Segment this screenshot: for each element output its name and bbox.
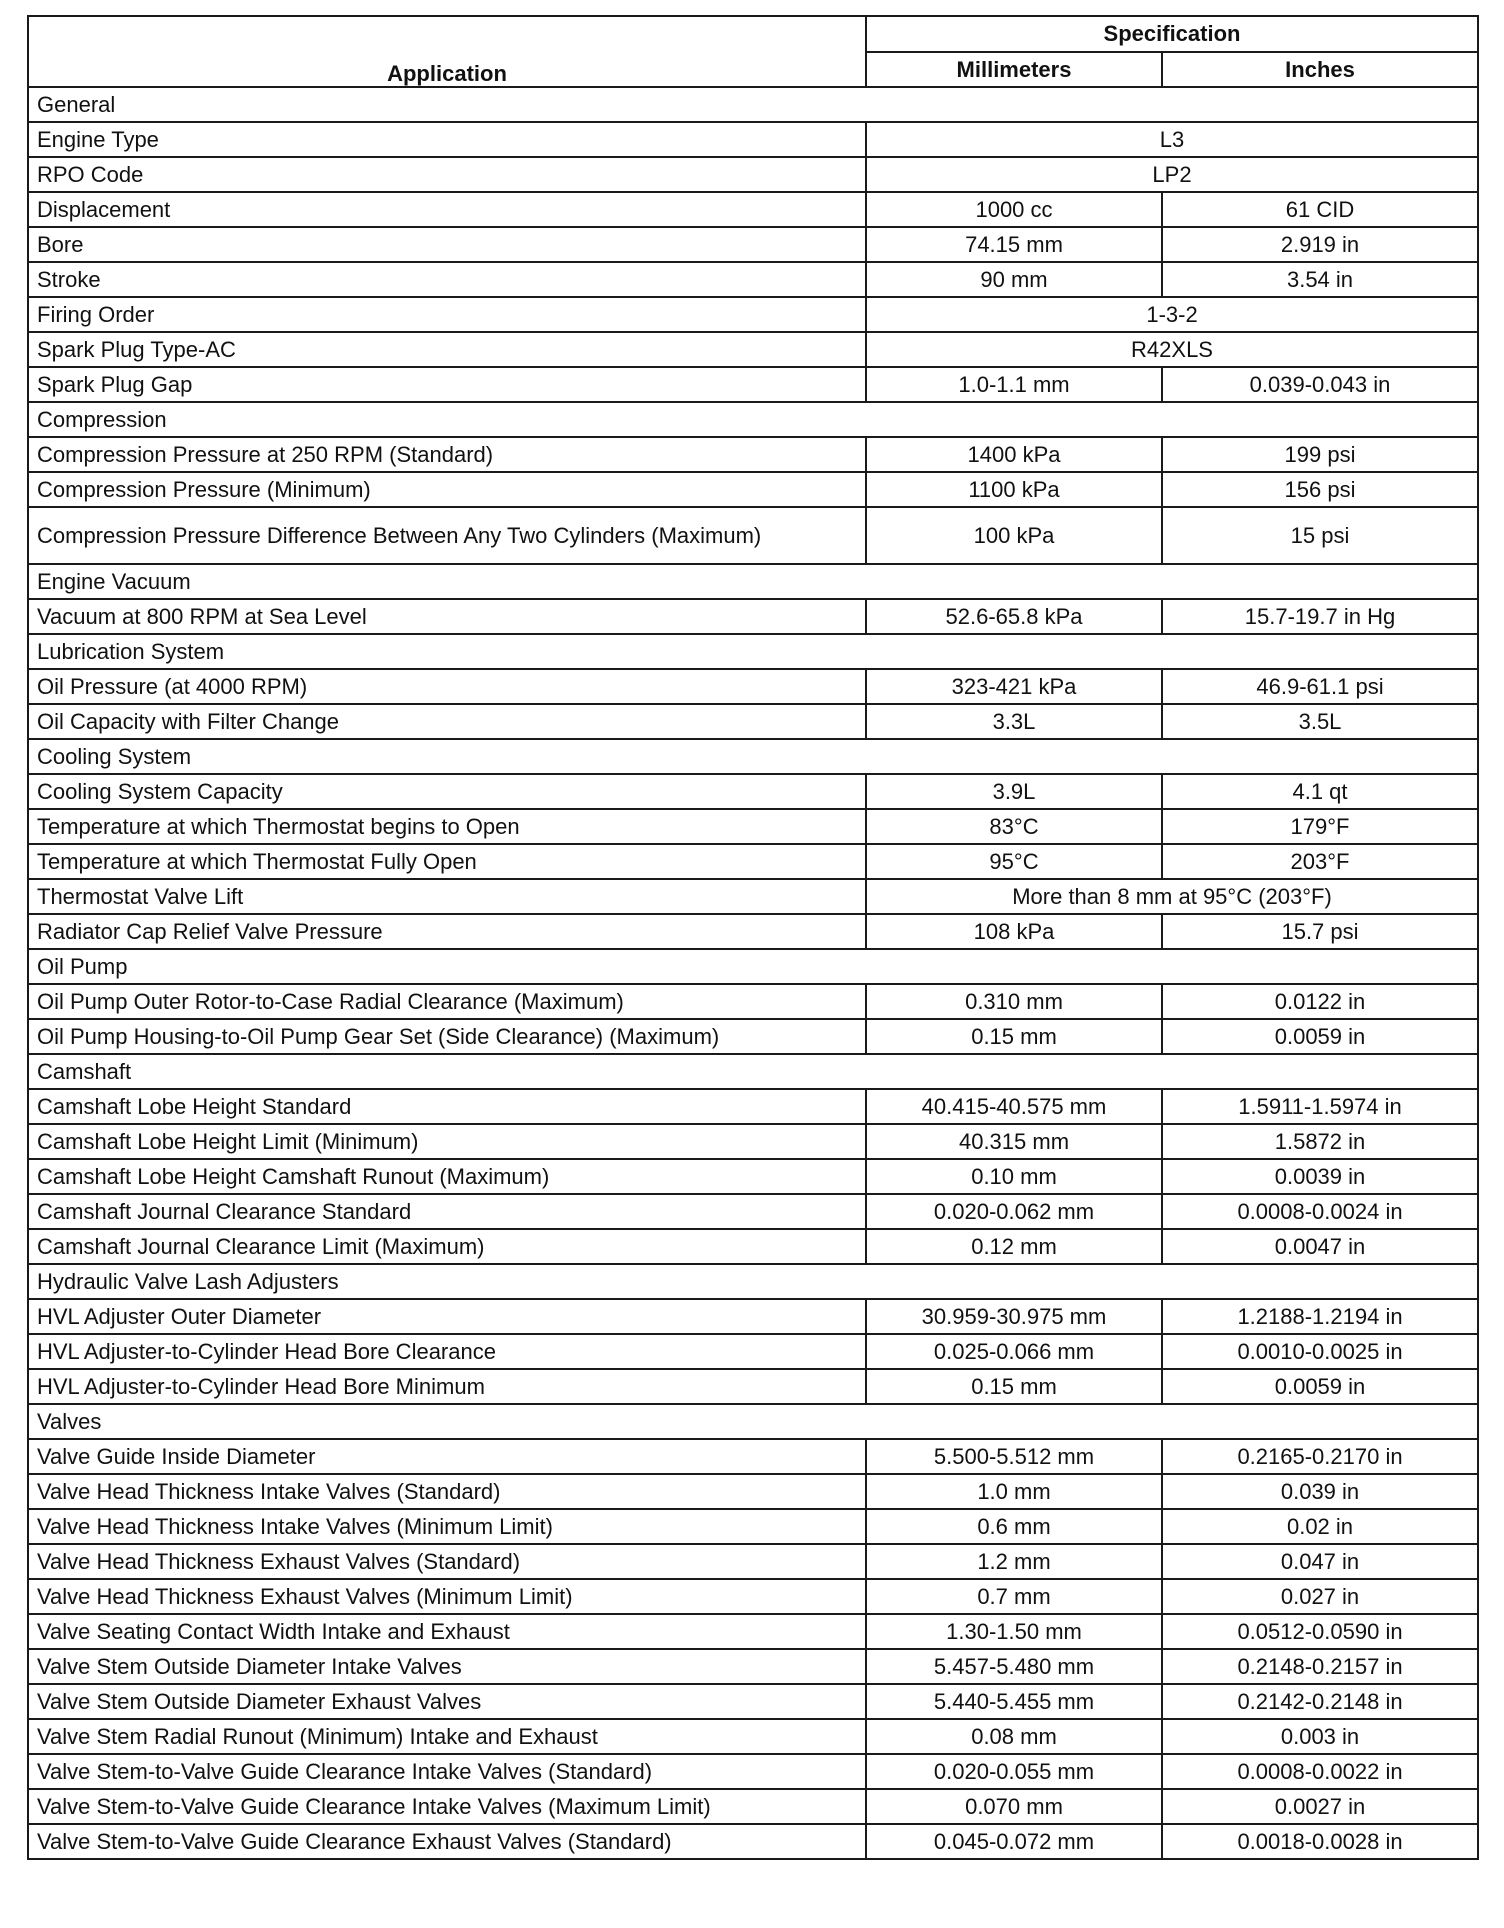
millimeters-cell: 0.6 mm <box>866 1509 1162 1544</box>
application-cell: Spark Plug Type-AC <box>28 332 866 367</box>
inches-cell: 0.0047 in <box>1162 1229 1478 1264</box>
application-cell: Valve Seating Contact Width Intake and Exhaust <box>28 1614 866 1649</box>
millimeters-cell: 90 mm <box>866 262 1162 297</box>
application-cell: Camshaft Lobe Height Camshaft Runout (Maximum) <box>28 1159 866 1194</box>
table-row <box>28 1579 1478 1614</box>
millimeters-cell: 1100 kPa <box>866 472 1162 507</box>
section-header-row <box>28 634 1478 669</box>
application-cell: Valve Stem Outside Diameter Exhaust Valves <box>28 1684 866 1719</box>
inches-cell: 3.54 in <box>1162 262 1478 297</box>
millimeters-cell: 323-421 kPa <box>866 669 1162 704</box>
table-row <box>28 157 1478 192</box>
table-row <box>28 774 1478 809</box>
inches-cell: 0.047 in <box>1162 1544 1478 1579</box>
application-cell: Camshaft Journal Clearance Standard <box>28 1194 866 1229</box>
table-row <box>28 704 1478 739</box>
section-title: General <box>28 87 1478 122</box>
table-row <box>28 1299 1478 1334</box>
combined-value-cell: L3 <box>866 122 1478 157</box>
millimeters-cell: 5.440-5.455 mm <box>866 1684 1162 1719</box>
application-cell: Valve Stem-to-Valve Guide Clearance Exhaust Valves (Standard) <box>28 1824 866 1859</box>
inches-cell: 156 psi <box>1162 472 1478 507</box>
millimeters-header: Millimeters <box>866 52 1162 87</box>
spec-body <box>28 87 1478 1859</box>
application-cell: HVL Adjuster Outer Diameter <box>28 1299 866 1334</box>
table-row <box>28 809 1478 844</box>
application-cell: Valve Head Thickness Exhaust Valves (Minimum Limit) <box>28 1579 866 1614</box>
table-row <box>28 1229 1478 1264</box>
inches-cell: 199 psi <box>1162 437 1478 472</box>
millimeters-cell: 5.457-5.480 mm <box>866 1649 1162 1684</box>
inches-cell: 15 psi <box>1162 507 1478 564</box>
millimeters-cell: 0.15 mm <box>866 1369 1162 1404</box>
table-row <box>28 1474 1478 1509</box>
inches-cell: 0.2148-0.2157 in <box>1162 1649 1478 1684</box>
table-row <box>28 1684 1478 1719</box>
application-cell: Thermostat Valve Lift <box>28 879 866 914</box>
inches-cell: 1.5872 in <box>1162 1124 1478 1159</box>
section-title: Cooling System <box>28 739 1478 774</box>
section-title: Oil Pump <box>28 949 1478 984</box>
inches-cell: 4.1 qt <box>1162 774 1478 809</box>
application-cell: Valve Head Thickness Intake Valves (Standard) <box>28 1474 866 1509</box>
table-row <box>28 599 1478 634</box>
millimeters-cell: 5.500-5.512 mm <box>866 1439 1162 1474</box>
millimeters-cell: 95°C <box>866 844 1162 879</box>
table-row <box>28 1754 1478 1789</box>
millimeters-cell: 100 kPa <box>866 507 1162 564</box>
inches-cell: 0.0008-0.0022 in <box>1162 1754 1478 1789</box>
application-cell: Stroke <box>28 262 866 297</box>
inches-cell: 0.039 in <box>1162 1474 1478 1509</box>
application-cell: Valve Guide Inside Diameter <box>28 1439 866 1474</box>
inches-cell: 0.039-0.043 in <box>1162 367 1478 402</box>
application-cell: Oil Capacity with Filter Change <box>28 704 866 739</box>
millimeters-cell: 1.30-1.50 mm <box>866 1614 1162 1649</box>
inches-cell: 0.0027 in <box>1162 1789 1478 1824</box>
application-cell: Radiator Cap Relief Valve Pressure <box>28 914 866 949</box>
application-cell: Valve Head Thickness Exhaust Valves (Standard) <box>28 1544 866 1579</box>
millimeters-cell: 0.070 mm <box>866 1789 1162 1824</box>
millimeters-cell: 0.15 mm <box>866 1019 1162 1054</box>
table-row <box>28 192 1478 227</box>
application-cell: Camshaft Lobe Height Limit (Minimum) <box>28 1124 866 1159</box>
application-cell: Camshaft Lobe Height Standard <box>28 1089 866 1124</box>
application-cell: Oil Pressure (at 4000 RPM) <box>28 669 866 704</box>
application-cell: Bore <box>28 227 866 262</box>
section-header-row <box>28 402 1478 437</box>
inches-cell: 1.2188-1.2194 in <box>1162 1299 1478 1334</box>
millimeters-cell: 0.045-0.072 mm <box>866 1824 1162 1859</box>
table-row <box>28 1544 1478 1579</box>
inches-cell: 0.0018-0.0028 in <box>1162 1824 1478 1859</box>
inches-cell: 0.0512-0.0590 in <box>1162 1614 1478 1649</box>
section-title: Valves <box>28 1404 1478 1439</box>
inches-cell: 15.7 psi <box>1162 914 1478 949</box>
table-row <box>28 122 1478 157</box>
inches-cell: 0.02 in <box>1162 1509 1478 1544</box>
table-row <box>28 914 1478 949</box>
application-cell: HVL Adjuster-to-Cylinder Head Bore Minimum <box>28 1369 866 1404</box>
section-header-row <box>28 949 1478 984</box>
table-row <box>28 262 1478 297</box>
table-row <box>28 1369 1478 1404</box>
table-row <box>28 984 1478 1019</box>
inches-cell: 0.0122 in <box>1162 984 1478 1019</box>
inches-cell: 0.0008-0.0024 in <box>1162 1194 1478 1229</box>
inches-header: Inches <box>1162 52 1478 87</box>
application-cell: Oil Pump Housing-to-Oil Pump Gear Set (Side Clearance) (Maximum) <box>28 1019 866 1054</box>
table-row <box>28 1089 1478 1124</box>
section-header-row <box>28 1054 1478 1089</box>
millimeters-cell: 1.0 mm <box>866 1474 1162 1509</box>
application-header: Application <box>28 16 866 87</box>
combined-value-cell: LP2 <box>866 157 1478 192</box>
millimeters-cell: 1.0-1.1 mm <box>866 367 1162 402</box>
section-title: Hydraulic Valve Lash Adjusters <box>28 1264 1478 1299</box>
millimeters-cell: 3.9L <box>866 774 1162 809</box>
section-title: Engine Vacuum <box>28 564 1478 599</box>
millimeters-cell: 52.6-65.8 kPa <box>866 599 1162 634</box>
inches-cell: 0.2165-0.2170 in <box>1162 1439 1478 1474</box>
table-row <box>28 1019 1478 1054</box>
table-row <box>28 1194 1478 1229</box>
inches-cell: 0.0010-0.0025 in <box>1162 1334 1478 1369</box>
application-cell: Cooling System Capacity <box>28 774 866 809</box>
application-cell: Vacuum at 800 RPM at Sea Level <box>28 599 866 634</box>
application-cell: RPO Code <box>28 157 866 192</box>
section-title: Compression <box>28 402 1478 437</box>
millimeters-cell: 0.020-0.062 mm <box>866 1194 1162 1229</box>
inches-cell: 2.919 in <box>1162 227 1478 262</box>
inches-cell: 46.9-61.1 psi <box>1162 669 1478 704</box>
application-cell: Oil Pump Outer Rotor-to-Case Radial Clearance (Maximum) <box>28 984 866 1019</box>
spec-table <box>27 15 1479 1860</box>
millimeters-cell: 3.3L <box>866 704 1162 739</box>
table-row <box>28 879 1478 914</box>
table-row <box>28 367 1478 402</box>
inches-cell: 0.0039 in <box>1162 1159 1478 1194</box>
millimeters-cell: 74.15 mm <box>866 227 1162 262</box>
application-cell: Valve Stem Radial Runout (Minimum) Intake and Exhaust <box>28 1719 866 1754</box>
application-cell: Displacement <box>28 192 866 227</box>
header-row-top <box>28 16 1478 52</box>
inches-cell: 15.7-19.7 in Hg <box>1162 599 1478 634</box>
inches-cell: 1.5911-1.5974 in <box>1162 1089 1478 1124</box>
application-cell: Firing Order <box>28 297 866 332</box>
inches-cell: 0.0059 in <box>1162 1369 1478 1404</box>
section-header-row <box>28 739 1478 774</box>
table-row <box>28 1789 1478 1824</box>
millimeters-cell: 1000 cc <box>866 192 1162 227</box>
millimeters-cell: 40.415-40.575 mm <box>866 1089 1162 1124</box>
table-row <box>28 844 1478 879</box>
inches-cell: 179°F <box>1162 809 1478 844</box>
millimeters-cell: 0.310 mm <box>866 984 1162 1019</box>
millimeters-cell: 83°C <box>866 809 1162 844</box>
table-row <box>28 1124 1478 1159</box>
inches-cell: 0.0059 in <box>1162 1019 1478 1054</box>
inches-cell: 0.2142-0.2148 in <box>1162 1684 1478 1719</box>
table-row <box>28 437 1478 472</box>
application-cell: HVL Adjuster-to-Cylinder Head Bore Clearance <box>28 1334 866 1369</box>
millimeters-cell: 1400 kPa <box>866 437 1162 472</box>
table-row <box>28 472 1478 507</box>
application-cell: Valve Head Thickness Intake Valves (Minimum Limit) <box>28 1509 866 1544</box>
table-row <box>28 227 1478 262</box>
table-row <box>28 1159 1478 1194</box>
millimeters-cell: 0.025-0.066 mm <box>866 1334 1162 1369</box>
section-title: Camshaft <box>28 1054 1478 1089</box>
inches-cell: 203°F <box>1162 844 1478 879</box>
inches-cell: 61 CID <box>1162 192 1478 227</box>
application-cell: Temperature at which Thermostat begins to Open <box>28 809 866 844</box>
table-row <box>28 297 1478 332</box>
section-header-row <box>28 1404 1478 1439</box>
application-cell: Valve Stem-to-Valve Guide Clearance Intake Valves (Maximum Limit) <box>28 1789 866 1824</box>
table-row <box>28 1719 1478 1754</box>
specification-header: Specification <box>866 16 1478 52</box>
millimeters-cell: 108 kPa <box>866 914 1162 949</box>
millimeters-cell: 0.020-0.055 mm <box>866 1754 1162 1789</box>
table-row <box>28 332 1478 367</box>
section-header-row <box>28 1264 1478 1299</box>
table-row <box>28 1614 1478 1649</box>
inches-cell: 3.5L <box>1162 704 1478 739</box>
application-cell: Valve Stem Outside Diameter Intake Valves <box>28 1649 866 1684</box>
millimeters-cell: 40.315 mm <box>866 1124 1162 1159</box>
application-cell: Spark Plug Gap <box>28 367 866 402</box>
combined-value-cell: R42XLS <box>866 332 1478 367</box>
millimeters-cell: 30.959-30.975 mm <box>866 1299 1162 1334</box>
millimeters-cell: 0.12 mm <box>866 1229 1162 1264</box>
table-row <box>28 1334 1478 1369</box>
inches-cell: 0.027 in <box>1162 1579 1478 1614</box>
table-row <box>28 507 1478 564</box>
application-cell: Compression Pressure Difference Between Any Two Cylinders (Maximum) <box>28 507 866 564</box>
application-cell: Compression Pressure (Minimum) <box>28 472 866 507</box>
section-header-row <box>28 564 1478 599</box>
table-row <box>28 1649 1478 1684</box>
inches-cell: 0.003 in <box>1162 1719 1478 1754</box>
section-header-row <box>28 87 1478 122</box>
table-row <box>28 1509 1478 1544</box>
millimeters-cell: 1.2 mm <box>866 1544 1162 1579</box>
millimeters-cell: 0.10 mm <box>866 1159 1162 1194</box>
table-row <box>28 669 1478 704</box>
combined-value-cell: More than 8 mm at 95°C (203°F) <box>866 879 1478 914</box>
millimeters-cell: 0.08 mm <box>866 1719 1162 1754</box>
application-cell: Camshaft Journal Clearance Limit (Maximum) <box>28 1229 866 1264</box>
millimeters-cell: 0.7 mm <box>866 1579 1162 1614</box>
application-cell: Engine Type <box>28 122 866 157</box>
combined-value-cell: 1-3-2 <box>866 297 1478 332</box>
section-title: Lubrication System <box>28 634 1478 669</box>
application-cell: Temperature at which Thermostat Fully Open <box>28 844 866 879</box>
application-cell: Valve Stem-to-Valve Guide Clearance Intake Valves (Standard) <box>28 1754 866 1789</box>
table-row <box>28 1824 1478 1859</box>
application-cell: Compression Pressure at 250 RPM (Standard) <box>28 437 866 472</box>
table-row <box>28 1439 1478 1474</box>
